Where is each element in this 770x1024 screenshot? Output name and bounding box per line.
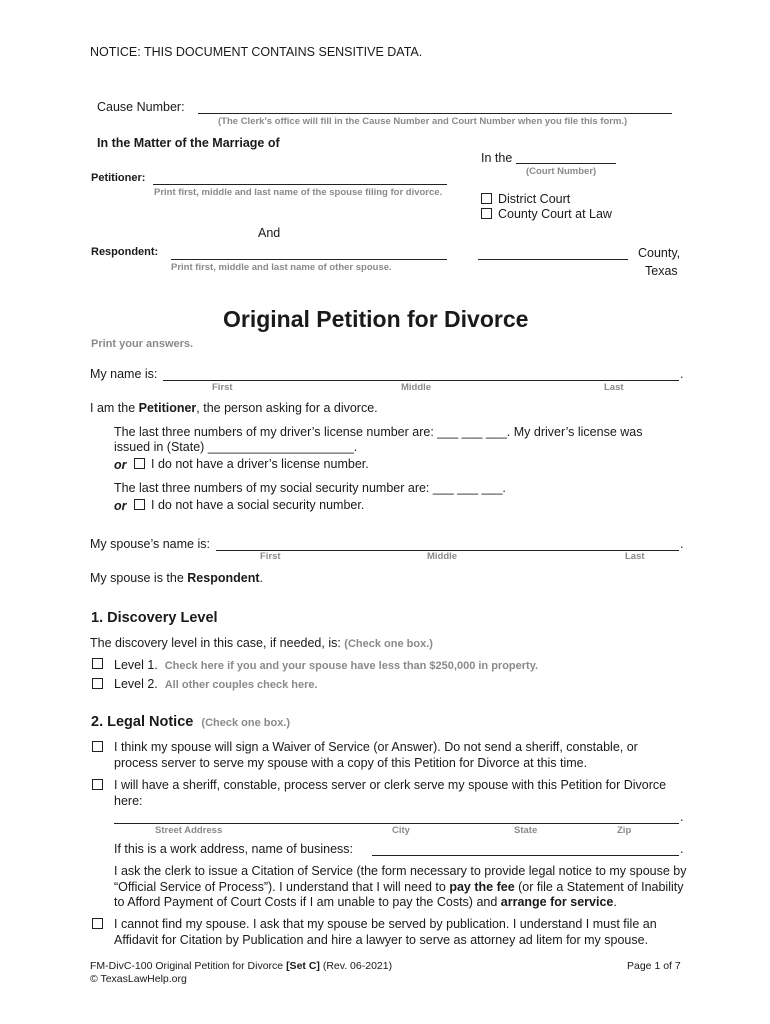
spouse-last-hint: Last bbox=[625, 551, 645, 562]
license-line-1: The last three numbers of my driver’s license number are: ___ ___ ___. My driver’s license was bbox=[114, 425, 643, 439]
petitioner-hint: Print first, middle and last name of the spouse filing for divorce. bbox=[154, 187, 443, 198]
print-answers-note: Print your answers. bbox=[91, 338, 194, 350]
city-hint: City bbox=[392, 825, 410, 836]
spouse-first-hint: First bbox=[260, 551, 281, 562]
discovery-level-heading: 1. Discovery Level bbox=[91, 610, 218, 626]
legal-notice-heading: 2. Legal Notice (Check one box.) bbox=[91, 714, 291, 730]
respondent-statement: My spouse is the Respondent. bbox=[90, 571, 263, 585]
cause-number-hint: (The Clerk's office will fill in the Cause Number and Court Number when you file this form.) bbox=[218, 116, 628, 127]
petitioner-name-field[interactable] bbox=[153, 184, 447, 185]
county-court-label: County Court at Law bbox=[498, 207, 612, 221]
spouse-name-end: . bbox=[680, 537, 684, 551]
page-title: Original Petition for Divorce bbox=[223, 306, 529, 332]
license-or: or bbox=[114, 458, 127, 472]
spouse-name-label: My spouse’s name is: bbox=[90, 537, 210, 551]
no-license-label: I do not have a driver’s license number. bbox=[151, 457, 369, 471]
petitioner-statement: I am the Petitioner, the person asking for a divorce. bbox=[90, 401, 378, 415]
publication-checkbox[interactable] bbox=[92, 918, 103, 929]
ssn-or: or bbox=[114, 499, 127, 513]
district-court-checkbox[interactable] bbox=[481, 193, 492, 204]
spouse-middle-hint: Middle bbox=[427, 551, 458, 562]
my-name-last-hint: Last bbox=[604, 382, 624, 393]
my-name-middle-hint: Middle bbox=[401, 382, 432, 393]
copyright: © TexasLawHelp.org bbox=[90, 973, 187, 985]
level1-label: Level 1. Check here if you and your spouse have less than $250,000 in property. bbox=[114, 658, 539, 672]
cause-number-field[interactable] bbox=[198, 113, 672, 114]
and-label: And bbox=[258, 226, 281, 240]
citation-line-1: I ask the clerk to issue a Citation of Service (the form necessary to provide legal notice to my spouse by bbox=[114, 864, 687, 878]
form-identifier: FM-DivC-100 Original Petition for Divorce [Set C] (Rev. 06-2021) bbox=[90, 960, 393, 972]
sensitive-data-notice: NOTICE: THIS DOCUMENT CONTAINS SENSITIVE DATA. bbox=[90, 45, 423, 59]
work-address-end: . bbox=[680, 842, 684, 856]
page-number: Page 1 of 7 bbox=[627, 960, 681, 972]
ssn-line-1: The last three numbers of my social security number are: ___ ___ ___. bbox=[114, 481, 506, 495]
serve-line-1: I will have a sheriff, constable, process server or clerk serve my spouse with this Petition for Divorce bbox=[114, 778, 667, 792]
waiver-checkbox[interactable] bbox=[92, 741, 103, 752]
county-court-checkbox[interactable] bbox=[481, 208, 492, 219]
business-name-field[interactable] bbox=[372, 855, 679, 856]
respondent-name-field[interactable] bbox=[171, 259, 447, 260]
no-ssn-checkbox[interactable] bbox=[134, 499, 145, 510]
no-ssn-label: I do not have a social security number. bbox=[151, 498, 365, 512]
serve-checkbox[interactable] bbox=[92, 779, 103, 790]
matter-label: In the Matter of the Marriage of bbox=[97, 136, 280, 150]
court-number-field[interactable] bbox=[516, 163, 616, 164]
work-address-label: If this is a work address, name of business: bbox=[114, 842, 353, 856]
level2-checkbox[interactable] bbox=[92, 678, 103, 689]
publication-line-1: I cannot find my spouse. I ask that my spouse be served by publication. I understand I must file an bbox=[114, 917, 657, 931]
zip-hint: Zip bbox=[617, 825, 632, 836]
level1-checkbox[interactable] bbox=[92, 658, 103, 669]
citation-line-3: to Afford Payment of Court Costs if I am unable to pay the Costs) and arrange for service. bbox=[114, 895, 617, 909]
street-hint: Street Address bbox=[155, 825, 223, 836]
level2-label: Level 2. All other couples check here. bbox=[114, 677, 318, 691]
waiver-line-2: process server to serve my spouse with a copy of this Petition for Divorce at this time. bbox=[114, 756, 588, 770]
texas-label: Texas bbox=[645, 264, 678, 278]
cause-number-label: Cause Number: bbox=[97, 100, 185, 114]
publication-line-2: Affidavit for Citation by Publication and hire a lawyer to serve as attorney ad litem for my spouse. bbox=[114, 933, 649, 947]
service-address-end: . bbox=[680, 810, 684, 824]
service-address-field[interactable] bbox=[114, 823, 679, 824]
citation-line-2: “Official Service of Process”). I understand that I will need to pay the fee (or file a Statement of Inability bbox=[114, 880, 684, 894]
county-label: County, bbox=[638, 246, 681, 260]
respondent-hint: Print first, middle and last name of other spouse. bbox=[171, 262, 392, 273]
in-the-label: In the bbox=[481, 151, 513, 165]
no-license-checkbox[interactable] bbox=[134, 458, 145, 469]
my-name-end: . bbox=[680, 367, 684, 381]
my-name-first-hint: First bbox=[212, 382, 233, 393]
waiver-line-1: I think my spouse will sign a Waiver of Service (or Answer). Do not send a sheriff, constable, or bbox=[114, 740, 638, 754]
petitioner-label: Petitioner: bbox=[91, 172, 146, 184]
license-line-2: issued in (State) _____________________. bbox=[114, 440, 358, 454]
my-name-field[interactable] bbox=[163, 380, 679, 381]
respondent-label: Respondent: bbox=[91, 246, 159, 258]
court-number-hint: (Court Number) bbox=[526, 166, 597, 177]
county-name-field[interactable] bbox=[478, 259, 628, 260]
my-name-label: My name is: bbox=[90, 367, 158, 381]
serve-line-2: here: bbox=[114, 794, 143, 808]
state-hint: State bbox=[514, 825, 538, 836]
discovery-intro: The discovery level in this case, if needed, is: (Check one box.) bbox=[90, 636, 433, 650]
district-court-label: District Court bbox=[498, 192, 571, 206]
